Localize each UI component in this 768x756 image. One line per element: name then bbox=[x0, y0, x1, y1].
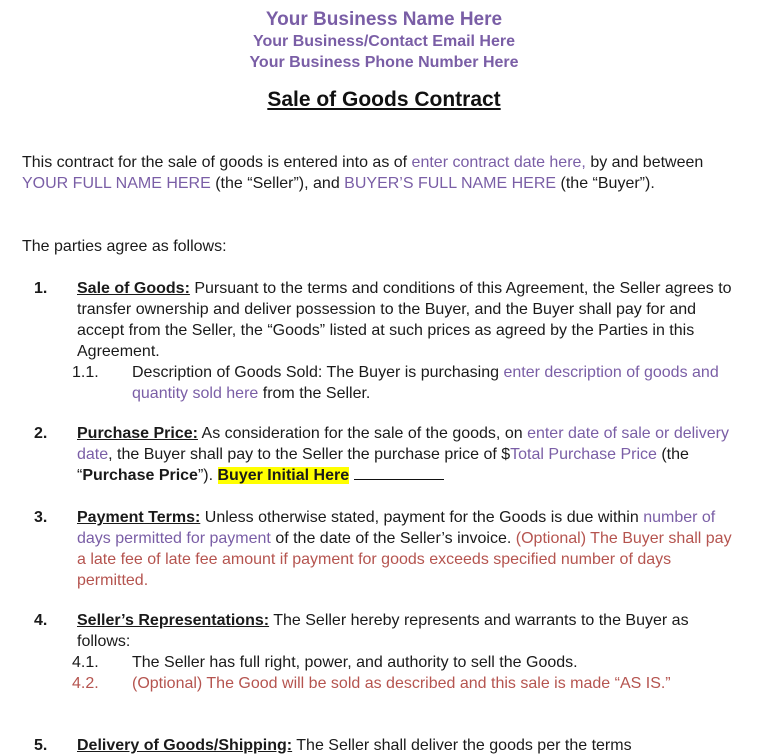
purchase-price-placeholder: Total Purchase Price bbox=[510, 446, 657, 463]
subsection-text: (Optional) The Good will be sold as described and this sale is made “AS IS.” bbox=[132, 675, 671, 692]
late-fee-optional-text: (Optional) The Buyer shall pay a late fee of late fee amount if payment for goods exceeds specified number of days permitted. bbox=[77, 530, 732, 589]
subsection-text: Description of Goods Sold: The Buyer is purchasing bbox=[132, 364, 504, 381]
subsection-text: The Seller has full right, power, and authority to sell the Goods. bbox=[132, 654, 578, 671]
payment-days-placeholder: number of days permitted for payment bbox=[77, 509, 716, 547]
section-text: As consideration for the sale of the goods, on bbox=[197, 425, 528, 442]
sale-date-placeholder: enter date of sale or delivery date bbox=[77, 425, 729, 463]
section-heading: Seller’s Representations: bbox=[77, 612, 270, 629]
contract-date-placeholder: enter contract date here, bbox=[411, 154, 586, 171]
buyer-initial-label: Buyer Initial Here bbox=[217, 467, 350, 484]
agreement-lead: The parties agree as follows: bbox=[22, 238, 227, 255]
business-phone: Your Business Phone Number Here bbox=[249, 54, 519, 71]
purchase-price-term: Purchase Price bbox=[82, 467, 198, 484]
section-heading: Purchase Price: bbox=[77, 425, 198, 442]
section-heading: Payment Terms: bbox=[77, 509, 201, 526]
section-text: (the “ bbox=[77, 446, 689, 484]
subsection-4-1 bbox=[72, 652, 742, 673]
section-number: 1. bbox=[34, 280, 48, 297]
section-payment-terms bbox=[22, 507, 742, 591]
section-text: ”). bbox=[197, 467, 218, 484]
section-number: 2. bbox=[34, 425, 48, 442]
document-title: Sale of Goods Contract bbox=[267, 88, 501, 111]
buyer-initial-line[interactable] bbox=[354, 465, 444, 480]
subsection-number: 4.2. bbox=[72, 675, 99, 692]
intro-text: by and between bbox=[585, 154, 704, 171]
section-text: Pursuant to the terms and conditions of this Agreement, the Seller agrees to transfer ownership and deliver possession to the Buyer, and the Buyer shall pay for and accept from the Seller, the “Goods” listed at such prices as agreed by the Parties in this Agreement. bbox=[77, 280, 732, 360]
subsection-1-1 bbox=[72, 362, 742, 404]
contract-page bbox=[0, 9, 768, 756]
subsection-number: 4.1. bbox=[72, 654, 99, 671]
intro-paragraph bbox=[22, 152, 742, 194]
section-number: 4. bbox=[34, 612, 48, 629]
goods-description-placeholder: enter description of goods and quantity sold here bbox=[132, 364, 719, 402]
subsection-text: from the Seller. bbox=[258, 385, 371, 402]
business-name: Your Business Name Here bbox=[265, 9, 503, 30]
section-sale-of-goods bbox=[22, 278, 742, 404]
seller-name-placeholder: YOUR FULL NAME HERE bbox=[22, 175, 211, 192]
section-number: 3. bbox=[34, 509, 48, 526]
section-text: The Seller hereby represents and warrants to the Buyer as follows: bbox=[77, 612, 689, 650]
subsection-4-2 bbox=[72, 673, 742, 694]
section-heading: Delivery of Goods/Shipping: bbox=[77, 737, 293, 754]
business-email: Your Business/Contact Email Here bbox=[253, 33, 515, 50]
intro-text: (the “Buyer”). bbox=[556, 175, 655, 192]
section-text: The Seller shall deliver the goods per the terms bbox=[292, 737, 632, 754]
section-text: Unless otherwise stated, payment for the Goods is due within bbox=[200, 509, 644, 526]
section-heading: Sale of Goods: bbox=[77, 280, 190, 297]
intro-text: (the “Seller”), and bbox=[210, 175, 345, 192]
section-text: , the Buyer shall pay to the Seller the purchase price of $ bbox=[108, 446, 511, 463]
buyer-name-placeholder: BUYER’S FULL NAME HERE bbox=[344, 175, 557, 192]
section-purchase-price bbox=[22, 423, 742, 486]
section-delivery bbox=[22, 735, 742, 756]
intro-text: This contract for the sale of goods is entered into as of bbox=[22, 154, 412, 171]
section-number: 5. bbox=[34, 737, 48, 754]
subsection-number: 1.1. bbox=[72, 364, 99, 381]
section-text: of the date of the Seller’s invoice. bbox=[270, 530, 516, 547]
section-seller-representations bbox=[22, 610, 742, 694]
